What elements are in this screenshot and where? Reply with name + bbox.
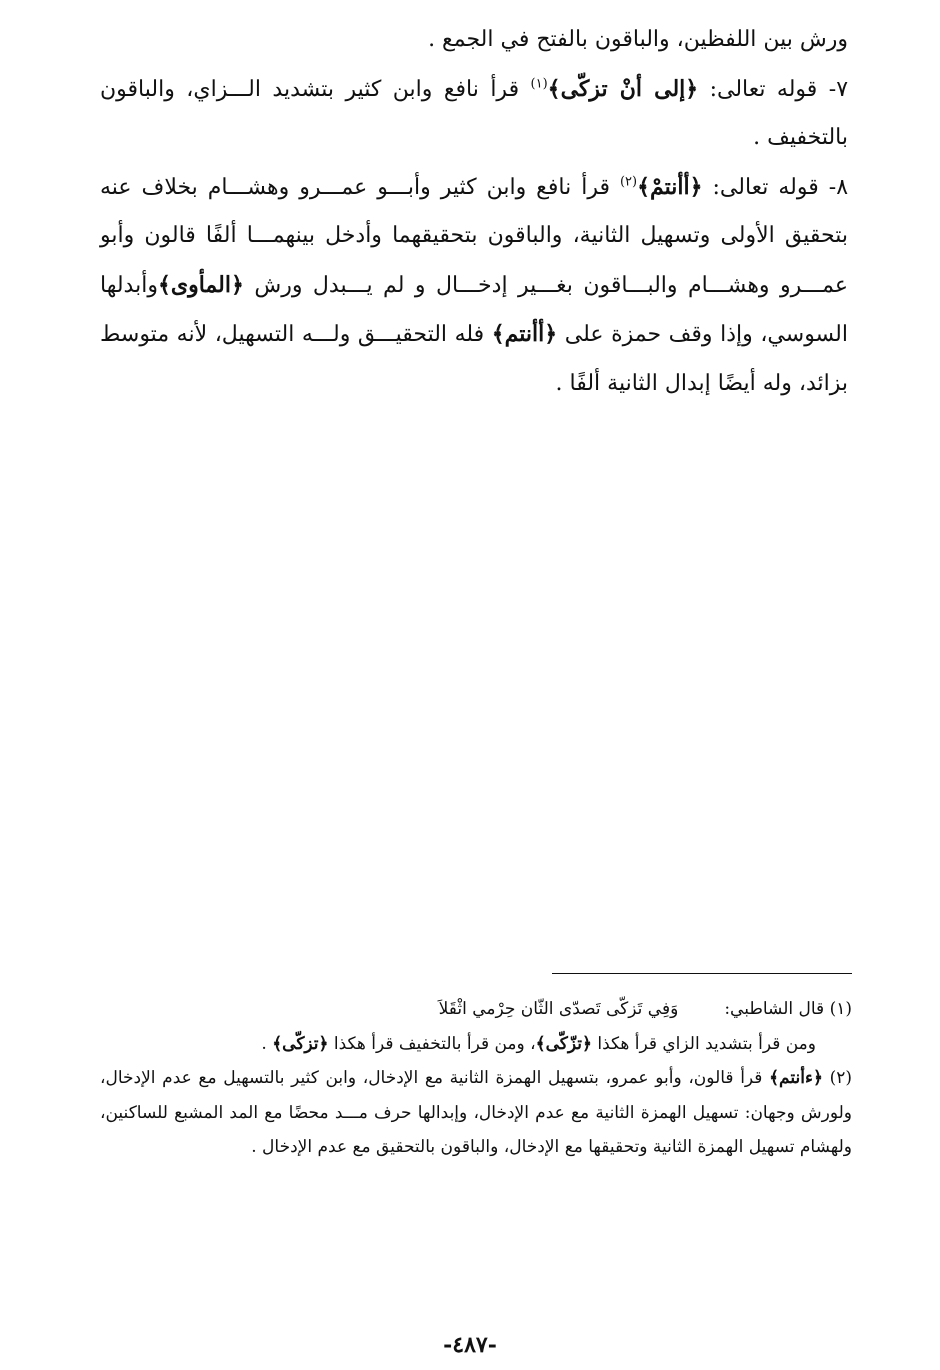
item-8-text-c: فله التحقيـــق ولـــه التسهيل، لأنه متوسط بزائد، وله أيضًا إبدال الثانية ألفًا .	[100, 322, 848, 396]
footnote-1-text-b: ، ومن قرأ بالتخفيف قرأ هكذا	[328, 1033, 536, 1054]
footnote-1-text-c: .	[261, 1033, 273, 1054]
footnote-1	[100, 992, 852, 1027]
item-8-text-a: قرأ نافع وابن كثير وأبـــو عمـــرو وهشـــام بخلاف عنه بتحقيق الأولى وتسهيل الثانية، والباقون بتحقيقهما وأدخل بينهمـــا ألفًا قالون وأبو عمـــرو وهشـــام والبـــاقون بغـــير إدخـــال و لم يـــبدل ورش	[100, 174, 848, 298]
paragraph-item-7	[100, 65, 848, 163]
item-8-quran-quote: ﴿أأنتمْ﴾	[637, 173, 703, 200]
item-8-quote-antum: ﴿أأنتم﴾	[491, 321, 558, 347]
footnote-1-quote-b: ﴿تزكّى﴾	[272, 1033, 329, 1054]
item-7-quran-quote: ﴿إلى أنْ تزكّى﴾	[547, 75, 699, 102]
footnote-1-label: (١) قال الشاطبي:	[724, 999, 852, 1019]
footnote-ref-1[interactable]: (١)	[530, 76, 548, 92]
footnote-2-text: قرأ قالون، وأبو عمرو، بتسهيل الهمزة الثانية مع الإدخال، وابن كثير بالتسهيل مع عدم الإدخال، ولورش وجهان: تسهيل الهمزة الثانية مع عدم الإدخال، وإبدالها حرف مـــد محضًا مع المد المشبع للساكنين، ولهشام تسهيل الهمزة الثانية وتحقيقها مع الإدخال، والباقون بالتحقيق مع عدم الإدخال .	[100, 1068, 852, 1157]
item-8-lead: ٨- قوله تعالى:	[702, 174, 849, 200]
item-8-quote-mawa: ﴿المأوى﴾	[157, 271, 244, 298]
footnotes-block	[100, 992, 852, 1165]
footnote-1-continuation	[100, 1027, 852, 1062]
paragraph-continuation	[100, 16, 848, 65]
footnote-1-quote-a: ﴿تزّكّى﴾	[535, 1033, 592, 1054]
item-7-text: قرأ نافع وابن كثير بتشديد الـــزاي، والباقون بالتخفيف .	[100, 76, 848, 150]
paragraph-item-8	[100, 163, 848, 409]
footnote-2-quote: ﴿ءأنتم﴾	[769, 1068, 823, 1088]
continuation-text: ورش بين اللفظين، والباقون بالفتح في الجمع .	[428, 27, 848, 52]
footnote-1-verse: وَفِي تَزكّى تَصدّى الثّان حِرْمي اثْقَلاَ	[438, 999, 679, 1019]
footnote-2-label: (٢)	[822, 1068, 852, 1088]
item-8-text-b: وأبدلها السوسي، وإذا وقف حمزة على	[100, 272, 848, 347]
page-number: -٤٨٧-	[443, 1332, 497, 1358]
main-text-block	[100, 16, 848, 408]
footnote-divider	[552, 973, 852, 974]
footnote-1-text-a: ومن قرأ بتشديد الزاي قرأ هكذا	[591, 1033, 816, 1054]
item-7-lead: ٧- قوله تعالى:	[698, 76, 849, 102]
footnote-2	[100, 1061, 852, 1165]
footnote-ref-2[interactable]: (٢)	[619, 174, 638, 190]
